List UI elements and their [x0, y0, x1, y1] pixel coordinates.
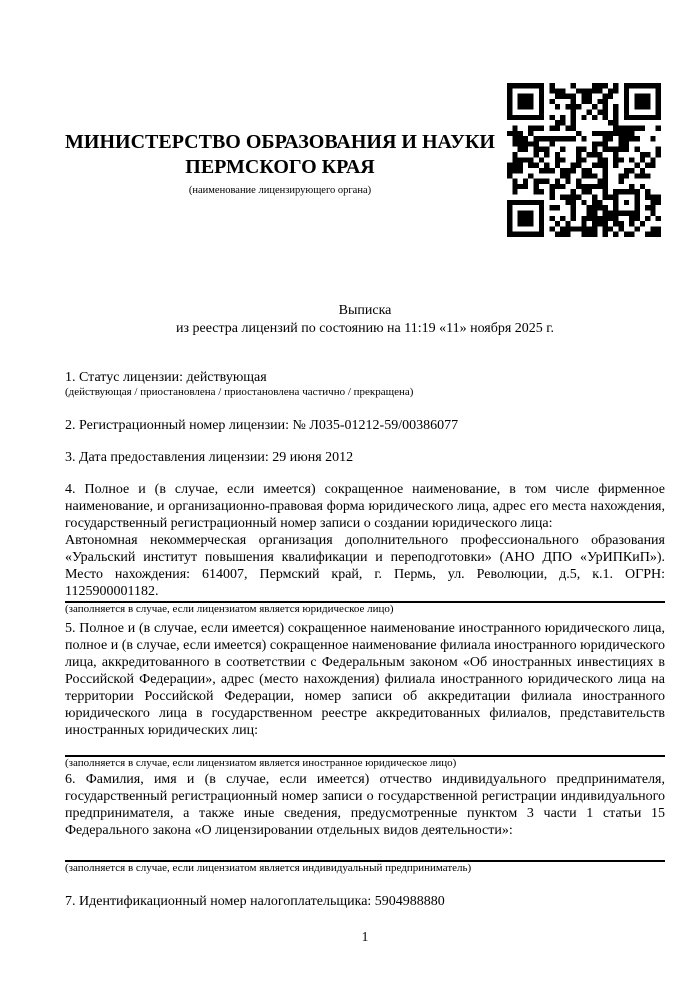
- ministry-name-line1: МИНИСТЕРСТВО ОБРАЗОВАНИЯ И НАУКИ: [65, 131, 495, 153]
- qr-code: [507, 83, 661, 237]
- foreign-entity-intro: 5. Полное и (в случае, если имеется) сокращенное наименование иностранного юридического лица, полное и (в случае, если имеется) сокращенное наименование филиала иностранного юридического лица, аккредитованного в соответствии с Федеральным законом «Об иностранных инвестициях в Российской Федерации», адрес (место нахождения) филиала иностранного юридического лица на территории Российской Федерации, номер записи об аккредитации филиала иностранного юридического лица в государственном реестре аккредитованных филиалов, представительств иностранных юридических лиц:: [65, 621, 665, 738]
- registration-number-text: 2. Регистрационный номер лицензии: № Л035-01212-59/00386077: [65, 418, 459, 433]
- item-legal-entity: [65, 481, 665, 616]
- qr-code-image: [507, 83, 661, 237]
- individual-intro: 6. Фамилия, имя и (в случае, если имеется) отчество индивидуального предпринимателя, государственный регистрационный номер записи о государственной регистрации индивидуального предпринимателя, а также иные сведения, предусмотренные пунктом 3 части 1 статьи 15 Федерального закона «О лицензировании отдельных видов деятельности»:: [65, 772, 665, 838]
- document-title-line2: из реестра лицензий по состоянию на 11:19 «11» ноября 2025 г.: [176, 321, 554, 336]
- grant-date-text: 3. Дата предоставления лицензии: 29 июня 2012: [65, 450, 354, 465]
- item-license-status: [65, 369, 665, 399]
- legal-entity-value: Автономная некоммерческая организация дополнительного профессионального образования «Уральский институт повышения квалификации и переподготовки» (АНО ДПО «УрИПКиП»). Место нахождения: 614007, Пермский край, г. Пермь, ул. Революции, д.5, к.1. ОГРН: 1125900001182.: [65, 532, 665, 603]
- license-status-text: 1. Статус лицензии: действующая: [65, 370, 267, 385]
- page-number: 1: [361, 929, 369, 944]
- individual-caption: (заполняется в случае, если лицензиатом является индивидуальный предприниматель): [65, 862, 472, 874]
- item-foreign-entity: [65, 620, 665, 770]
- license-status-options-caption: (действующая / приостановлена / приостановлена частично / прекращена): [65, 386, 414, 398]
- ministry-name-caption: (наименование лицензирующего органа): [188, 185, 372, 196]
- document-title-line1: Выписка: [338, 303, 392, 318]
- foreign-entity-caption: (заполняется в случае, если лицензиатом является иностранное юридическое лицо): [65, 757, 457, 769]
- item-grant-date: [65, 449, 665, 466]
- legal-entity-intro: 4. Полное и (в случае, если имеется) сокращенное наименование, в том числе фирменное наименование, и организационно-правовая форма юридического лица, адрес его места нахождения, государственный регистрационный номер записи о создании юридического лица:: [65, 482, 665, 531]
- taxpayer-id-text: 7. Идентификационный номер налогоплательщика: 5904988880: [65, 894, 445, 909]
- ministry-name-line2: ПЕРМСКОГО КРАЯ: [185, 156, 375, 178]
- legal-entity-caption: (заполняется в случае, если лицензиатом является юридическое лицо): [65, 603, 394, 615]
- item-registration-number: [65, 417, 665, 434]
- licensing-authority-header: [65, 130, 495, 197]
- document-title: [65, 302, 665, 338]
- item-taxpayer-id: [65, 893, 665, 910]
- item-individual-entrepreneur: [65, 771, 665, 875]
